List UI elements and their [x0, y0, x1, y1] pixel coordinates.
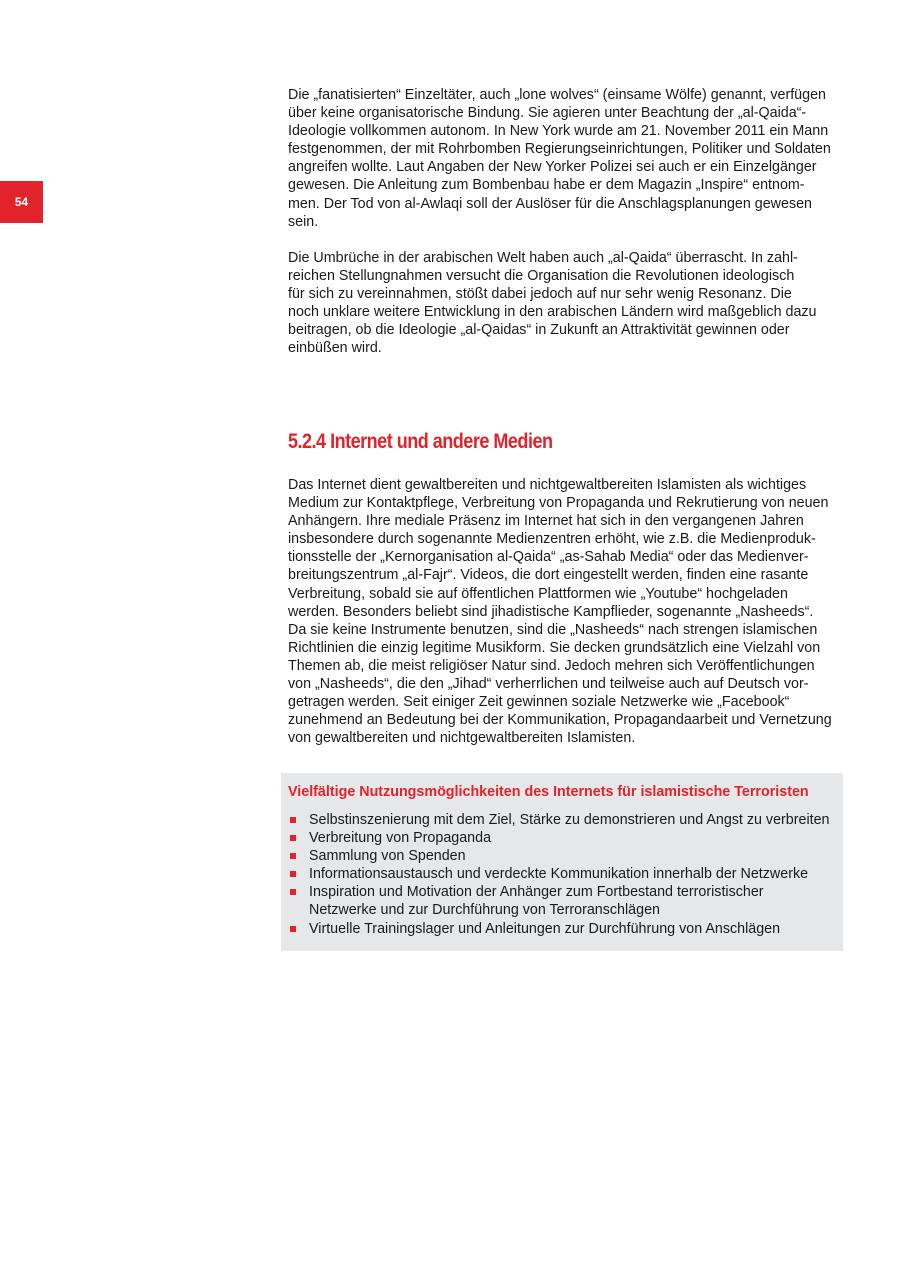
text-line: tionsstelle der „Kernorganisation al-Qaida“ „as-Sahab Media“ oder das Medienver-	[288, 549, 809, 566]
text-line: werden. Besonders beliebt sind jihadistische Kampflieder, sogenannte „Nasheeds“.	[288, 603, 814, 620]
text-line: insbesondere durch sogenannte Medienzentren erhöht, wie z.B. die Medienproduk-	[288, 531, 816, 548]
text-line: noch unklare weitere Entwicklung in den arabischen Ländern wird maßgeblich dazu	[288, 304, 817, 321]
text-line: angreifen wollte. Laut Angaben der New Yorker Polizei sei auch er ein Einzelgänger	[288, 159, 817, 176]
text-line: Themen ab, die meist religiöser Natur sind. Jedoch mehren sich Veröffentlichungen	[288, 657, 815, 674]
list-item	[288, 829, 838, 847]
info-box	[281, 773, 843, 951]
list-item-text: Inspiration und Motivation der Anhänger zum Fortbestand terroristischer	[309, 884, 764, 901]
text-line: breitungszentrum „al-Fajr“. Videos, die dort eingestellt werden, finden eine rasante	[288, 567, 809, 584]
list-item	[288, 811, 838, 829]
text-line: beitragen, ob die Ideologie „al-Qaidas“ in Zukunft an Attraktivität gewinnen oder	[288, 322, 790, 339]
text-line: Die Umbrüche in der arabischen Welt haben auch „al-Qaida“ überrascht. In zahl-	[288, 249, 798, 266]
section-heading: 5.2.4 Internet und andere Medien	[288, 430, 553, 453]
paragraph	[288, 249, 840, 358]
list-item	[288, 865, 838, 883]
text-line: gewesen. Die Anleitung zum Bombenbau habe er dem Magazin „Inspire“ entnom-	[288, 177, 805, 194]
text-line: Anhängern. Ihre mediale Präsenz im Internet hat sich in den vergangenen Jahren	[288, 513, 804, 530]
text-line: sein.	[288, 213, 319, 230]
square-bullet-icon	[290, 871, 296, 877]
text-line: reichen Stellungnahmen versucht die Organisation die Revolutionen ideologisch	[288, 267, 795, 284]
info-box-title: Vielfältige Nutzungsmöglichkeiten des Internets für islamistische Terroristen	[288, 784, 809, 800]
section-body	[288, 476, 840, 747]
square-bullet-icon	[290, 835, 296, 841]
list-item-text: Verbreitung von Propaganda	[309, 830, 492, 847]
text-line: von „Nasheeds“, die den „Jihad“ verherrlichen und teilweise auch auf Deutsch vor-	[288, 676, 809, 693]
text-line: men. Der Tod von al-Awlaqi soll der Auslöser für die Anschlagsplanungen gewesen	[288, 195, 813, 212]
text-line: Da sie keine Instrumente benutzen, sind die „Nasheeds“ nach strengen islamischen	[288, 621, 818, 638]
paragraph	[288, 86, 840, 231]
square-bullet-icon	[290, 889, 296, 895]
info-list	[288, 811, 838, 938]
list-item-text: Virtuelle Trainingslager und Anleitungen zur Durchführung von Anschlägen	[309, 920, 781, 937]
text-line: Richtlinien die einzig legitime Musikform. Sie decken grundsätzlich eine Vielzahl von	[288, 639, 821, 656]
list-item-text: Netzwerke und zur Durchführung von Terroranschlägen	[309, 902, 660, 919]
list-item	[288, 847, 838, 865]
page-number: 54	[0, 181, 43, 223]
text-line: über keine organisatorische Bindung. Sie agieren unter Beachtung der „al-Qaida“-	[288, 105, 807, 122]
text-line: Die „fanatisierten“ Einzeltäter, auch „lone wolves“ (einsame Wölfe) genannt, verfügen	[288, 87, 826, 103]
list-item-text: Sammlung von Spenden	[309, 848, 466, 865]
list-item-text: Informationsaustausch und verdeckte Kommunikation innerhalb der Netzwerke	[309, 866, 809, 883]
text-line: getragen werden. Seit einiger Zeit gewinnen soziale Netzwerke wie „Facebook“	[288, 694, 790, 711]
text-line: Verbreitung, sobald sie auf öffentlichen Plattformen wie „Youtube“ hochgeladen	[288, 585, 788, 602]
text-line: Ideologie vollkommen autonom. In New York wurde am 21. November 2011 ein Mann	[288, 123, 829, 140]
square-bullet-icon	[290, 926, 296, 932]
list-item	[288, 920, 838, 938]
text-line: von gewaltbereiten und nichtgewaltbereiten Islamisten.	[288, 730, 636, 747]
square-bullet-icon	[290, 853, 296, 859]
text-line: für sich zu vereinnahmen, stößt dabei jedoch auf nur sehr wenig Resonanz. Die	[288, 285, 792, 302]
list-item-text: Selbstinszenierung mit dem Ziel, Stärke zu demonstrieren und Angst zu verbreiten	[309, 812, 830, 828]
text-line: festgenommen, der mit Rohrbomben Regierungseinrichtungen, Politiker und Soldaten	[288, 141, 831, 158]
text-line: Das Internet dient gewaltbereiten und nichtgewaltbereiten Islamisten als wichtiges	[288, 477, 807, 493]
square-bullet-icon	[290, 817, 296, 823]
text-line: zunehmend an Bedeutung bei der Kommunikation, Propagandaarbeit und Vernetzung	[288, 712, 832, 729]
text-line: einbüßen wird.	[288, 340, 382, 357]
list-item	[288, 883, 838, 919]
paragraph	[288, 476, 840, 747]
text-line: Medium zur Kontaktpflege, Verbreitung von Propaganda und Rekrutierung von neuen	[288, 495, 829, 512]
intro-text	[288, 86, 840, 357]
